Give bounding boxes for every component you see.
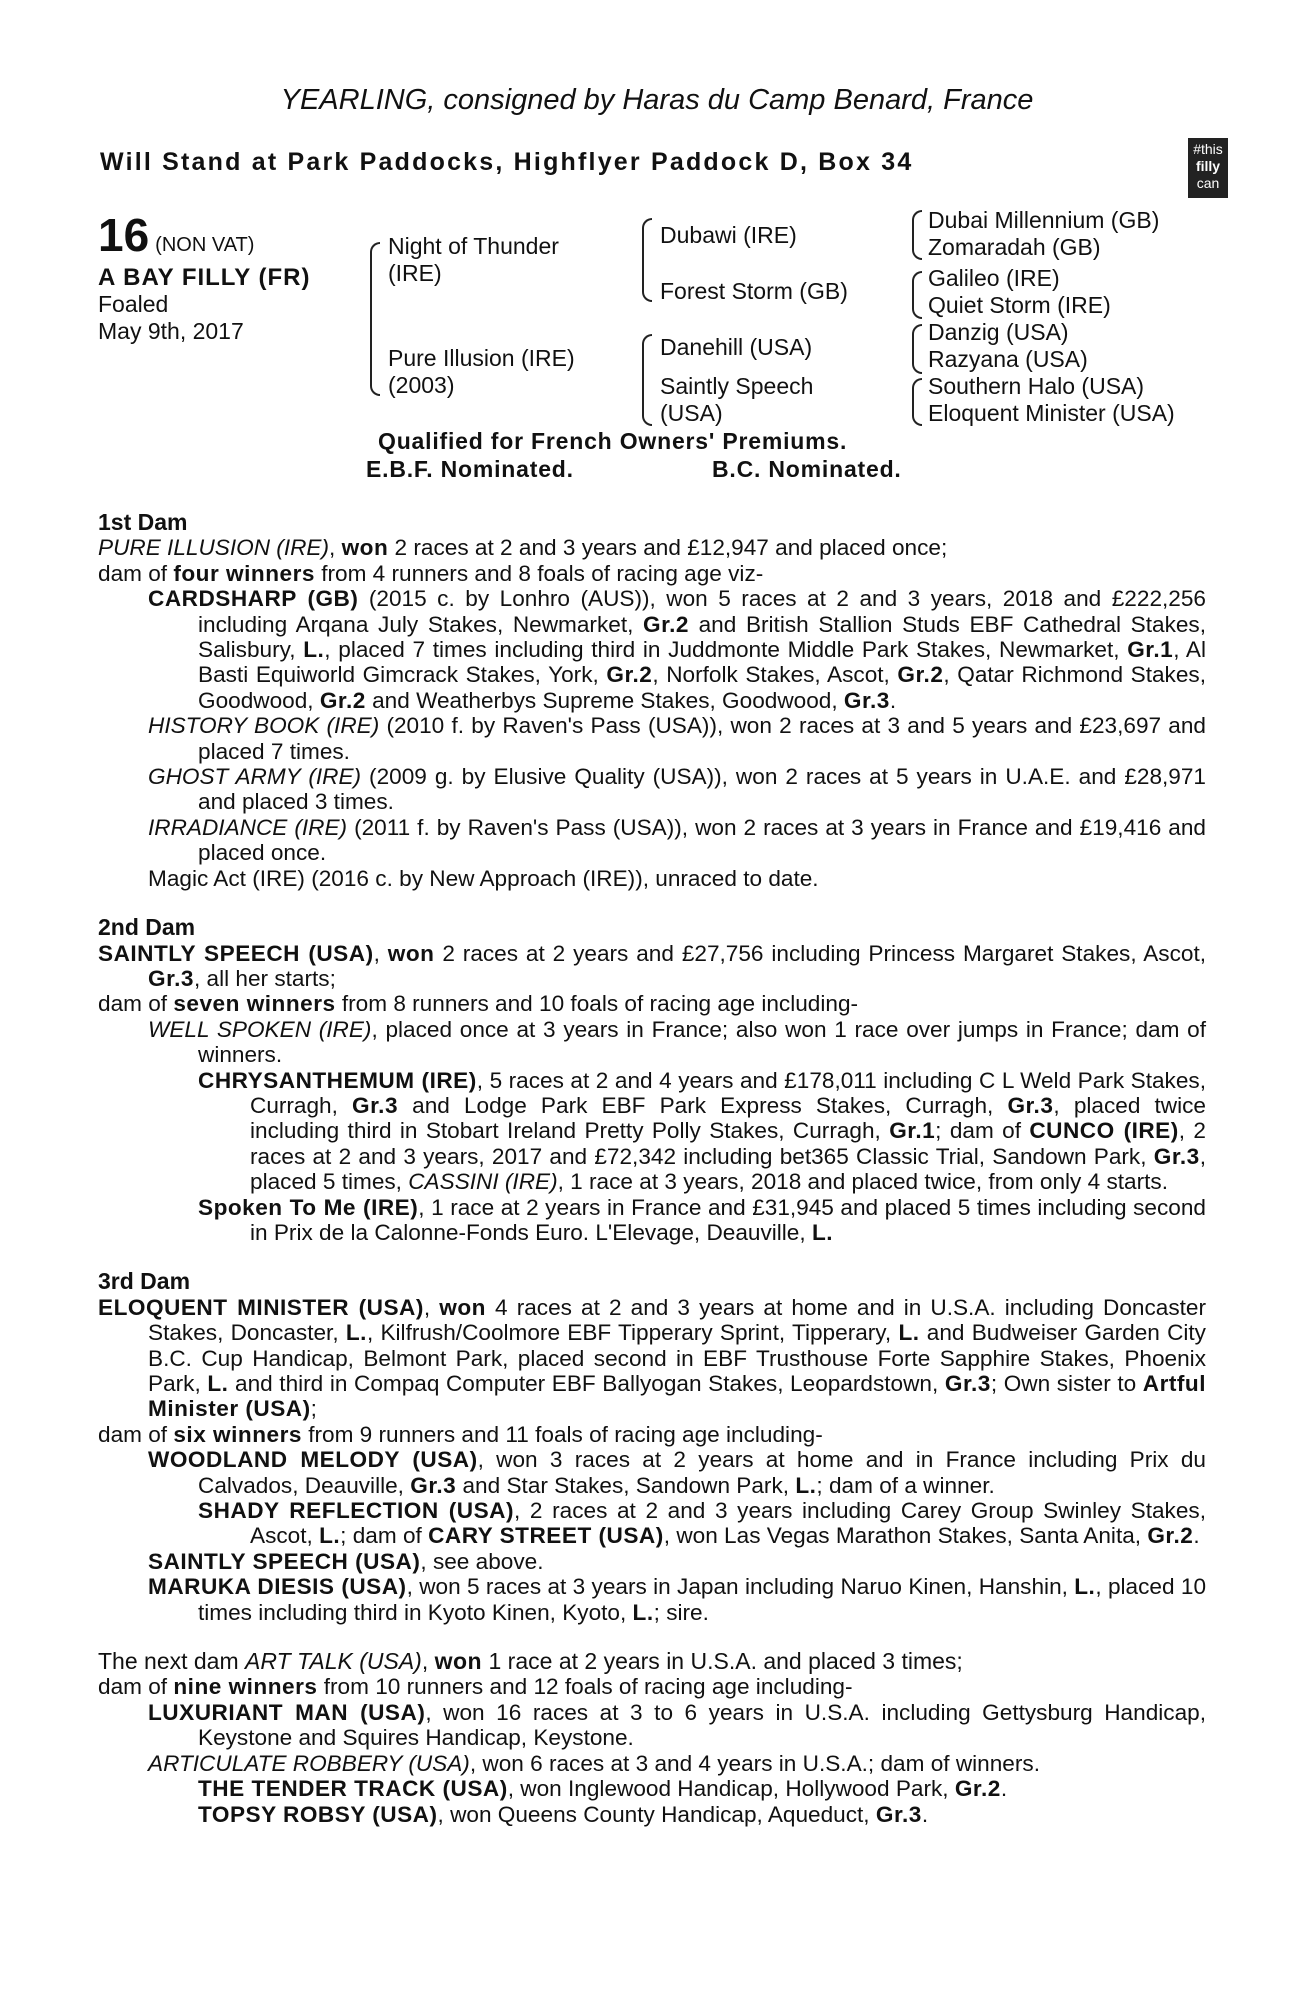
first-dam-intro: PURE ILLUSION (IRE), won 2 races at 2 and 3 years and £12,947 and placed once; [98,535,948,561]
lot-number: 16 [98,209,150,261]
sire-dam: Forest Storm (GB) [660,278,848,304]
produce-history-book: HISTORY BOOK (IRE) (2010 f. by Raven's Pass (USA)), won 2 races at 3 and 5 years and £23,697 and placed 7 times. [148,713,1206,764]
produce-irradiance: IRRADIANCE (IRE) (2011 f. by Raven's Pass (USA)), won 2 races at 3 years in France and £19,416 and placed once. [148,814,1206,866]
gg-8: Eloquent Minister (USA) [928,400,1175,426]
produce-articulate-robbery: ARTICULATE ROBBERY (USA), won 6 races at 3 and 4 years in U.S.A.; dam of winners. [148,1750,1040,1776]
dam-year: (2003) [388,372,455,398]
produce-chrysanthemum: CHRYSANTHEMUM (IRE), 5 races at 2 and 4 years and £178,011 including C L Weld Park Stakes, Curragh, Gr.3 and Lodge Park EBF Park Express Stakes, Curragh, Gr.3, placed twice including third in Stobart Ireland Pretty Polly Stakes, Curragh, Gr.1; dam of CUNCO (IRE), 2 races at 2 and 3 years, 2017 and £72,342 including bet365 Classic Trial, Sandown Park, Gr.3, placed 5 times, CASSINI (IRE), 1 race at 3 years, 2018 and placed twice, from only 4 starts. [198,1067,1206,1195]
gg-1: Dubai Millennium (GB) [928,207,1160,233]
first-dam-heading: 1st Dam [98,509,188,535]
stand-location: Will Stand at Park Paddocks, Highflyer Paddock D, Box 34 [100,148,914,176]
dam-line-brace [642,334,652,426]
premiums-note: Qualified for French Owners' Premiums. [378,428,848,454]
produce-cardsharp: CARDSHARP (GB) (2015 c. by Lonhro (AUS)), won 5 races at 2 and 3 years, 2018 and £222,256 including Arqana July Stakes, Newmarket, Gr.2 and British Stallion Studs EBF Cathedral Stakes, Salisbury, L., placed 7 times including third in Juddmonte Middle Park Stakes, Newmarket, Gr.1, Al Basti Equiworld Gimcrack Stakes, York, Gr.2, Norfolk Stakes, Ascot, Gr.2, Qatar Richmond Stakes, Goodwood, Gr.2 and Weatherbys Supreme Stakes, Goodwood, Gr.3. [148,586,1207,713]
produce-saintly-speech: SAINTLY SPEECH (USA), see above. [148,1548,544,1574]
foaled-date: May 9th, 2017 [98,318,244,344]
next-dam-summary: dam of nine winners from 10 runners and 12 foals of racing age including- [98,1674,853,1700]
sire-line-brace [642,218,652,302]
produce-ghost-army: GHOST ARMY (IRE) (2009 g. by Elusive Quality (USA)), won 2 races at 5 years in U.A.E. and £28,971 and placed 3 times. [148,764,1206,815]
produce-well-spoken: WELL SPOKEN (IRE), placed once at 3 years in France; also won 1 race over jumps in France; dam of winners. [148,1016,1206,1068]
third-dam-intro: ELOQUENT MINISTER (USA), won 4 races at 2 and 3 years at home and in U.S.A. including Doncaster Stakes, Doncaster, L., Kilfrush/Coolmore EBF Tipperary Sprint, Tipperary, L. and Budweiser Garden City B.C. Cup Handicap, Belmont Park, placed second in EBF Trusthouse Forte Sapphire Stakes, Phoenix Park, L. and third in Compaq Computer EBF Ballyogan Stakes, Leopardstown, Gr.3; Own sister to Artful Minister (USA); [98,1294,1207,1422]
dam-dam-country: (USA) [660,400,723,426]
dam-sire: Danehill (USA) [660,334,813,360]
produce-woodland-melody: WOODLAND MELODY (USA), won 3 races at 2 years at home and in France including Prix du Calvados, Deauville, Gr.3 and Star Stakes, Sandown Park, L.; dam of a winner. [148,1447,1206,1498]
produce-maruka-diesis: MARUKA DIESIS (USA), won 5 races at 3 years in Japan including Naruo Kinen, Hanshin, L., placed 10 times including third in Kyoto Kinen, Kyoto, L.; sire. [148,1574,1207,1625]
dam-dam-name: Saintly Speech [660,373,814,399]
gg-4: Quiet Storm (IRE) [928,292,1111,318]
page-title: YEARLING, consigned by Haras du Camp Benard, France [280,84,1034,116]
produce-the-tender-track: THE TENDER TRACK (USA), won Inglewood Handicap, Hollywood Park, Gr.2. [198,1776,1008,1802]
bc-note: B.C. Nominated. [712,456,902,482]
next-dam-intro: The next dam ART TALK (USA), won 1 race at 2 years in U.S.A. and placed 3 times; [98,1648,963,1675]
logo-line-3: can [1196,175,1220,191]
dam-dam [660,373,813,427]
gg-2: Zomaradah (GB) [928,234,1101,260]
produce-shady-reflection: SHADY REFLECTION (USA), 2 races at 2 and 3 years including Carey Group Swinley Stakes, Ascot, L.; dam of CARY STREET (USA), won Las Vegas Marathon Stakes, Santa Anita, Gr.2. [198,1498,1206,1549]
dam [388,345,575,399]
vat-status: (NON VAT) [155,234,255,256]
second-dam-summary: dam of seven winners from 8 runners and 10 foals of racing age including- [98,991,859,1017]
produce-luxuriant-man: LUXURIANT MAN (USA), won 16 races at 3 to 6 years in U.S.A. including Gettysburg Handicap, Keystone and Squires Handicap, Keystone. [148,1699,1206,1751]
sire-country: (IRE) [388,260,442,286]
sire-name: Night of Thunder [388,233,559,259]
first-dam-summary: dam of four winners from 4 runners and 8 foals of racing age viz- [98,560,764,586]
gg-7: Southern Halo (USA) [928,373,1145,399]
brace-4 [912,378,922,426]
foaled-label: Foaled [98,291,169,317]
pedigree-brace [370,242,380,396]
this-filly-can-logo [1188,138,1228,198]
logo-line-1: #this [1193,141,1223,157]
lot-number-block [98,208,254,262]
second-dam-heading: 2nd Dam [98,914,196,941]
sire-sire: Dubawi (IRE) [660,222,797,248]
ebf-note: E.B.F. Nominated. [366,456,574,482]
catalogue-body [98,510,1206,1827]
produce-topsy-robsy: TOPSY ROBSY (USA), won Queens County Handicap, Aqueduct, Gr.3. [198,1801,929,1827]
third-dam-heading: 3rd Dam [98,1268,191,1295]
dam-name: Pure Illusion (IRE) [388,345,575,371]
produce-magic-act: Magic Act (IRE) (2016 c. by New Approach (IRE)), unraced to date. [148,865,819,891]
produce-spoken-to-me: Spoken To Me (IRE), 1 race at 2 years in France and £31,945 and placed 5 times including second in Prix de la Calonne-Fonds Euro. L'Elevage, Deauville, L. [198,1194,1206,1245]
third-dam-summary: dam of six winners from 9 runners and 11 foals of racing age including- [98,1421,823,1447]
brace-2 [912,271,922,319]
gg-5: Danzig (USA) [928,319,1069,345]
horse-description: A BAY FILLY (FR) [98,264,311,291]
gg-3: Galileo (IRE) [928,265,1060,291]
brace-1 [912,210,922,260]
gg-6: Razyana (USA) [928,346,1088,372]
logo-line-2: filly [1195,158,1221,174]
sire [388,233,559,287]
brace-3 [912,324,922,374]
second-dam-intro: SAINTLY SPEECH (USA), won 2 races at 2 years and £27,756 including Princess Margaret Stakes, Ascot, Gr.3, all her starts; [98,940,1207,991]
